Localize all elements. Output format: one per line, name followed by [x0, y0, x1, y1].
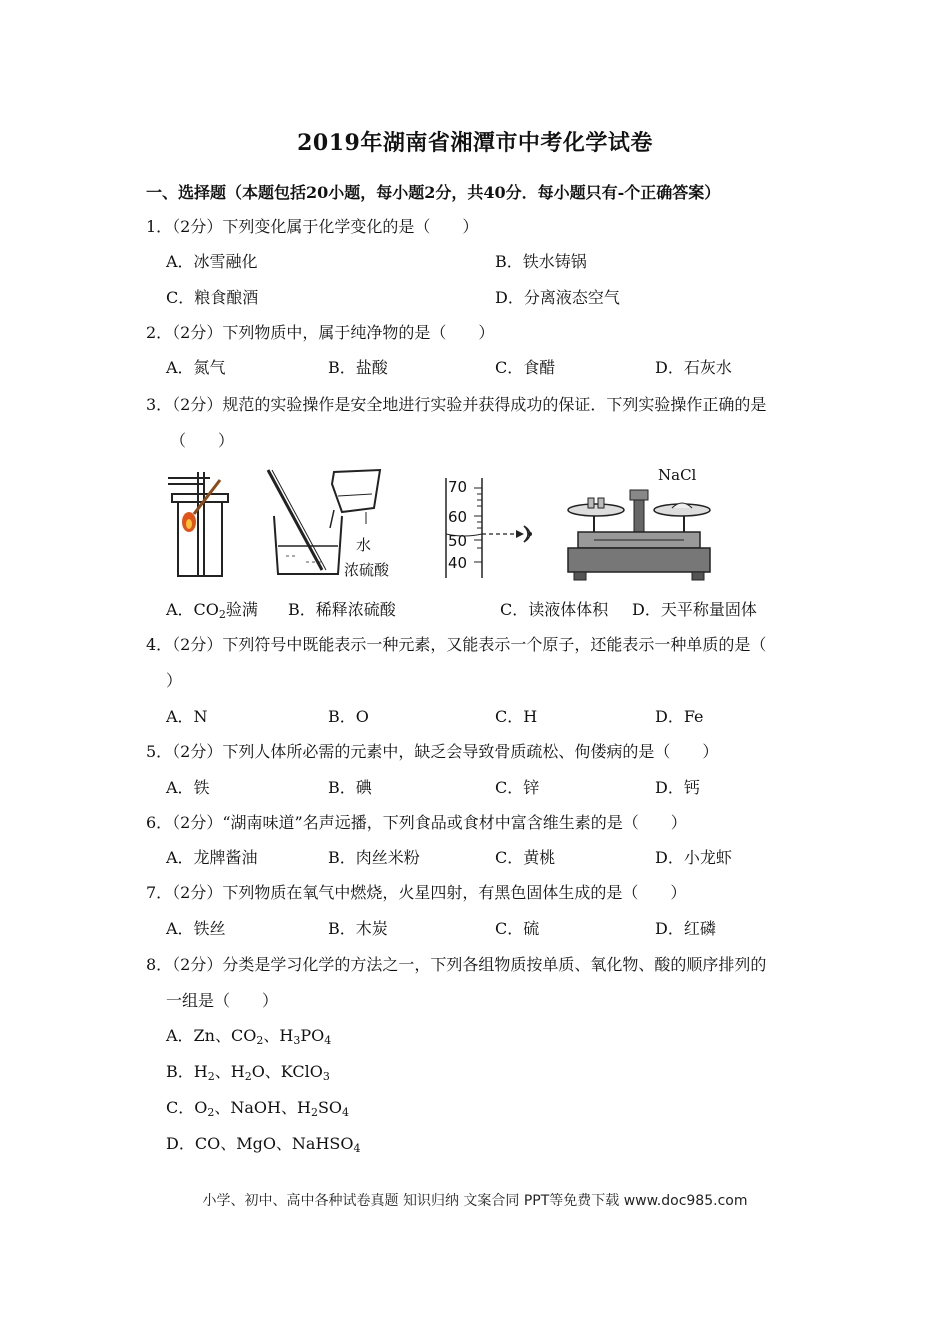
question-3-option-b: B．稀释浓硫酸 — [288, 600, 396, 619]
question-2-option-a: A．氮气 — [166, 358, 226, 377]
question-5-option-a: A．铁 — [166, 778, 210, 797]
question-8-stem-line2: 一组是（ ） — [166, 991, 279, 1010]
question-1-option-c: C．粮食酿酒 — [166, 288, 259, 307]
section-heading: 一、选择题（本题包括20小题，每小题2分，共40分．每小题只有-个正确答案） — [146, 183, 721, 202]
question-7-stem: 7．（2分）下列物质在氧气中燃烧，火星四射，有黑色固体生成的是（ ） — [146, 883, 687, 902]
question-7-option-a: A．铁丝 — [166, 919, 226, 938]
question-5-option-d: D．钙 — [655, 778, 700, 797]
question-2-option-c: C．食醋 — [495, 358, 556, 377]
question-7-option-b: B．木炭 — [328, 919, 388, 938]
question-8-option-a: A．Zn、$CO_2$、$H_3PO_4$ — [166, 1026, 332, 1047]
question-4-option-b: B．O — [328, 707, 369, 726]
figure-balance — [564, 486, 714, 582]
question-1-stem: 1．（2分）下列变化属于化学变化的是（ ） — [146, 217, 479, 236]
question-6-option-c: C．黄桃 — [495, 848, 556, 867]
question-4-option-c: C．H — [495, 707, 538, 726]
question-4-stem-line2: ） — [166, 671, 183, 690]
question-3-option-d: D．天平称量固体 — [632, 600, 757, 619]
question-1-option-d: D．分离液态空气 — [495, 288, 620, 307]
page-title: 2019年湖南省湘潭市中考化学试卷 — [297, 130, 653, 156]
question-3-stem-line2: （ ） — [170, 431, 235, 450]
question-4-option-a: A．N — [166, 707, 208, 726]
question-8-option-b: B．$H_2$、$H_2O$、KClO$_3$ — [166, 1062, 330, 1083]
question-8-stem-line1: 8．（2分）分类是学习化学的方法之一，下列各组物质按单质、氧化物、酸的顺序排列的 — [146, 955, 767, 974]
question-4-stem-line1: 4．（2分）下列符号中既能表示一种元素，又能表示一个原子，还能表示一种单质的是（ — [146, 635, 767, 654]
question-2-option-b: B．盐酸 — [328, 358, 388, 377]
question-2-option-d: D．石灰水 — [655, 358, 732, 377]
question-5-stem: 5．（2分）下列人体所必需的元素中，缺乏会导致骨质疏松、佝偻病的是（ ） — [146, 742, 719, 761]
question-7-option-c: C．硫 — [495, 919, 540, 938]
figure-co2-check — [164, 470, 234, 582]
question-3-stem-line1: 3．（2分）规范的实验操作是安全地进行实验并获得成功的保证．下列实验操作正确的是 — [146, 395, 767, 414]
tick-40: 40 — [448, 554, 468, 572]
question-8-option-d: D．CO、MgO、NaHSO$_4$ — [166, 1134, 361, 1155]
figure-label-water: 水 — [356, 536, 372, 554]
question-6-option-b: B．肉丝米粉 — [328, 848, 420, 867]
question-7-option-d: D．红磷 — [655, 919, 716, 938]
question-2-stem: 2．（2分）下列物质中，属于纯净物的是（ ） — [146, 323, 495, 342]
tick-70: 70 — [448, 478, 468, 496]
question-5-option-c: C．锌 — [495, 778, 540, 797]
question-5-option-b: B．碘 — [328, 778, 372, 797]
question-6-option-d: D．小龙虾 — [655, 848, 732, 867]
question-8-option-c: C．$O_2$、NaOH、$H_2SO_4$ — [166, 1098, 350, 1119]
question-3-option-c: C．读液体体积 — [500, 600, 609, 619]
tick-60: 60 — [448, 508, 468, 526]
question-6-stem: 6．（2分）“湖南味道”名声远播，下列食品或食材中富含维生素的是（ ） — [146, 813, 687, 832]
question-1-option-a: A．冰雪融化 — [166, 252, 258, 271]
question-3-option-a: A．$CO_2$验满 — [166, 600, 258, 621]
figure-label-nacl: NaCl — [658, 466, 697, 484]
tick-50: 50 — [448, 532, 468, 550]
page-footer: 小学、初中、高中各种试卷真题 知识归纳 文案合同 PPT等免费下载 www.doc985.com — [202, 1193, 748, 1209]
question-6-option-a: A．龙牌酱油 — [166, 848, 258, 867]
question-1-option-b: B．铁水铸锅 — [495, 252, 587, 271]
figure-label-acid: 浓硫酸 — [344, 561, 390, 579]
question-4-option-d: D．Fe — [655, 707, 704, 726]
